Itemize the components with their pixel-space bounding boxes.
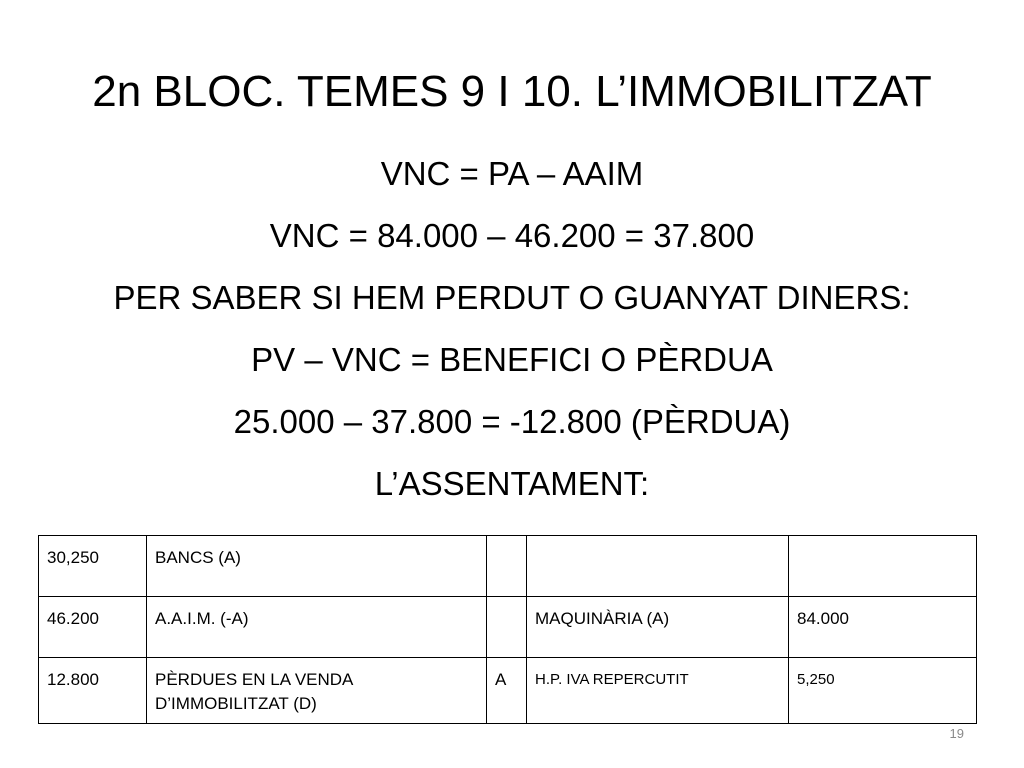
separator-cell: A <box>487 658 527 724</box>
table-row <box>39 597 977 658</box>
table-row <box>39 536 977 597</box>
profit-loss-question: PER SABER SI HEM PERDUT O GUANYAT DINERS: <box>113 279 911 316</box>
formula-profit-loss: PV – VNC = BENEFICI O PÈRDUA <box>251 341 773 378</box>
journal-entry-table <box>38 535 977 724</box>
journal-entry-heading: L’ASSENTAMENT: <box>374 465 650 502</box>
debit-amount-cell: 46.200 <box>39 597 147 658</box>
page-number: 19 <box>949 726 964 741</box>
formula-vnc-calculation: VNC = 84.000 – 46.200 = 37.800 <box>269 217 755 254</box>
credit-amount-cell <box>789 536 977 597</box>
separator-cell <box>487 536 527 597</box>
separator-cell <box>487 597 527 658</box>
credit-account-cell <box>527 536 789 597</box>
debit-account-cell: PÈRDUES EN LA VENDA D’IMMOBILITZAT (D) <box>147 658 487 724</box>
formula-vnc-definition: VNC = PA – AAIM <box>380 155 644 192</box>
slide-title: 2n BLOC. TEMES 9 I 10. L’IMMOBILITZAT <box>92 67 932 116</box>
debit-account-cell: A.A.I.M. (-A) <box>147 597 487 658</box>
credit-account-cell: MAQUINÀRIA (A) <box>527 597 789 658</box>
credit-account-cell: H.P. IVA REPERCUTIT <box>527 658 789 724</box>
debit-amount-cell: 30,250 <box>39 536 147 597</box>
credit-amount-cell: 84.000 <box>789 597 977 658</box>
slide-body <box>0 146 1024 518</box>
table-row <box>39 658 977 724</box>
debit-account-cell: BANCS (A) <box>147 536 487 597</box>
loss-calculation: 25.000 – 37.800 = -12.800 (PÈRDUA) <box>233 403 791 440</box>
debit-amount-cell: 12.800 <box>39 658 147 724</box>
credit-amount-cell: 5,250 <box>789 658 977 724</box>
